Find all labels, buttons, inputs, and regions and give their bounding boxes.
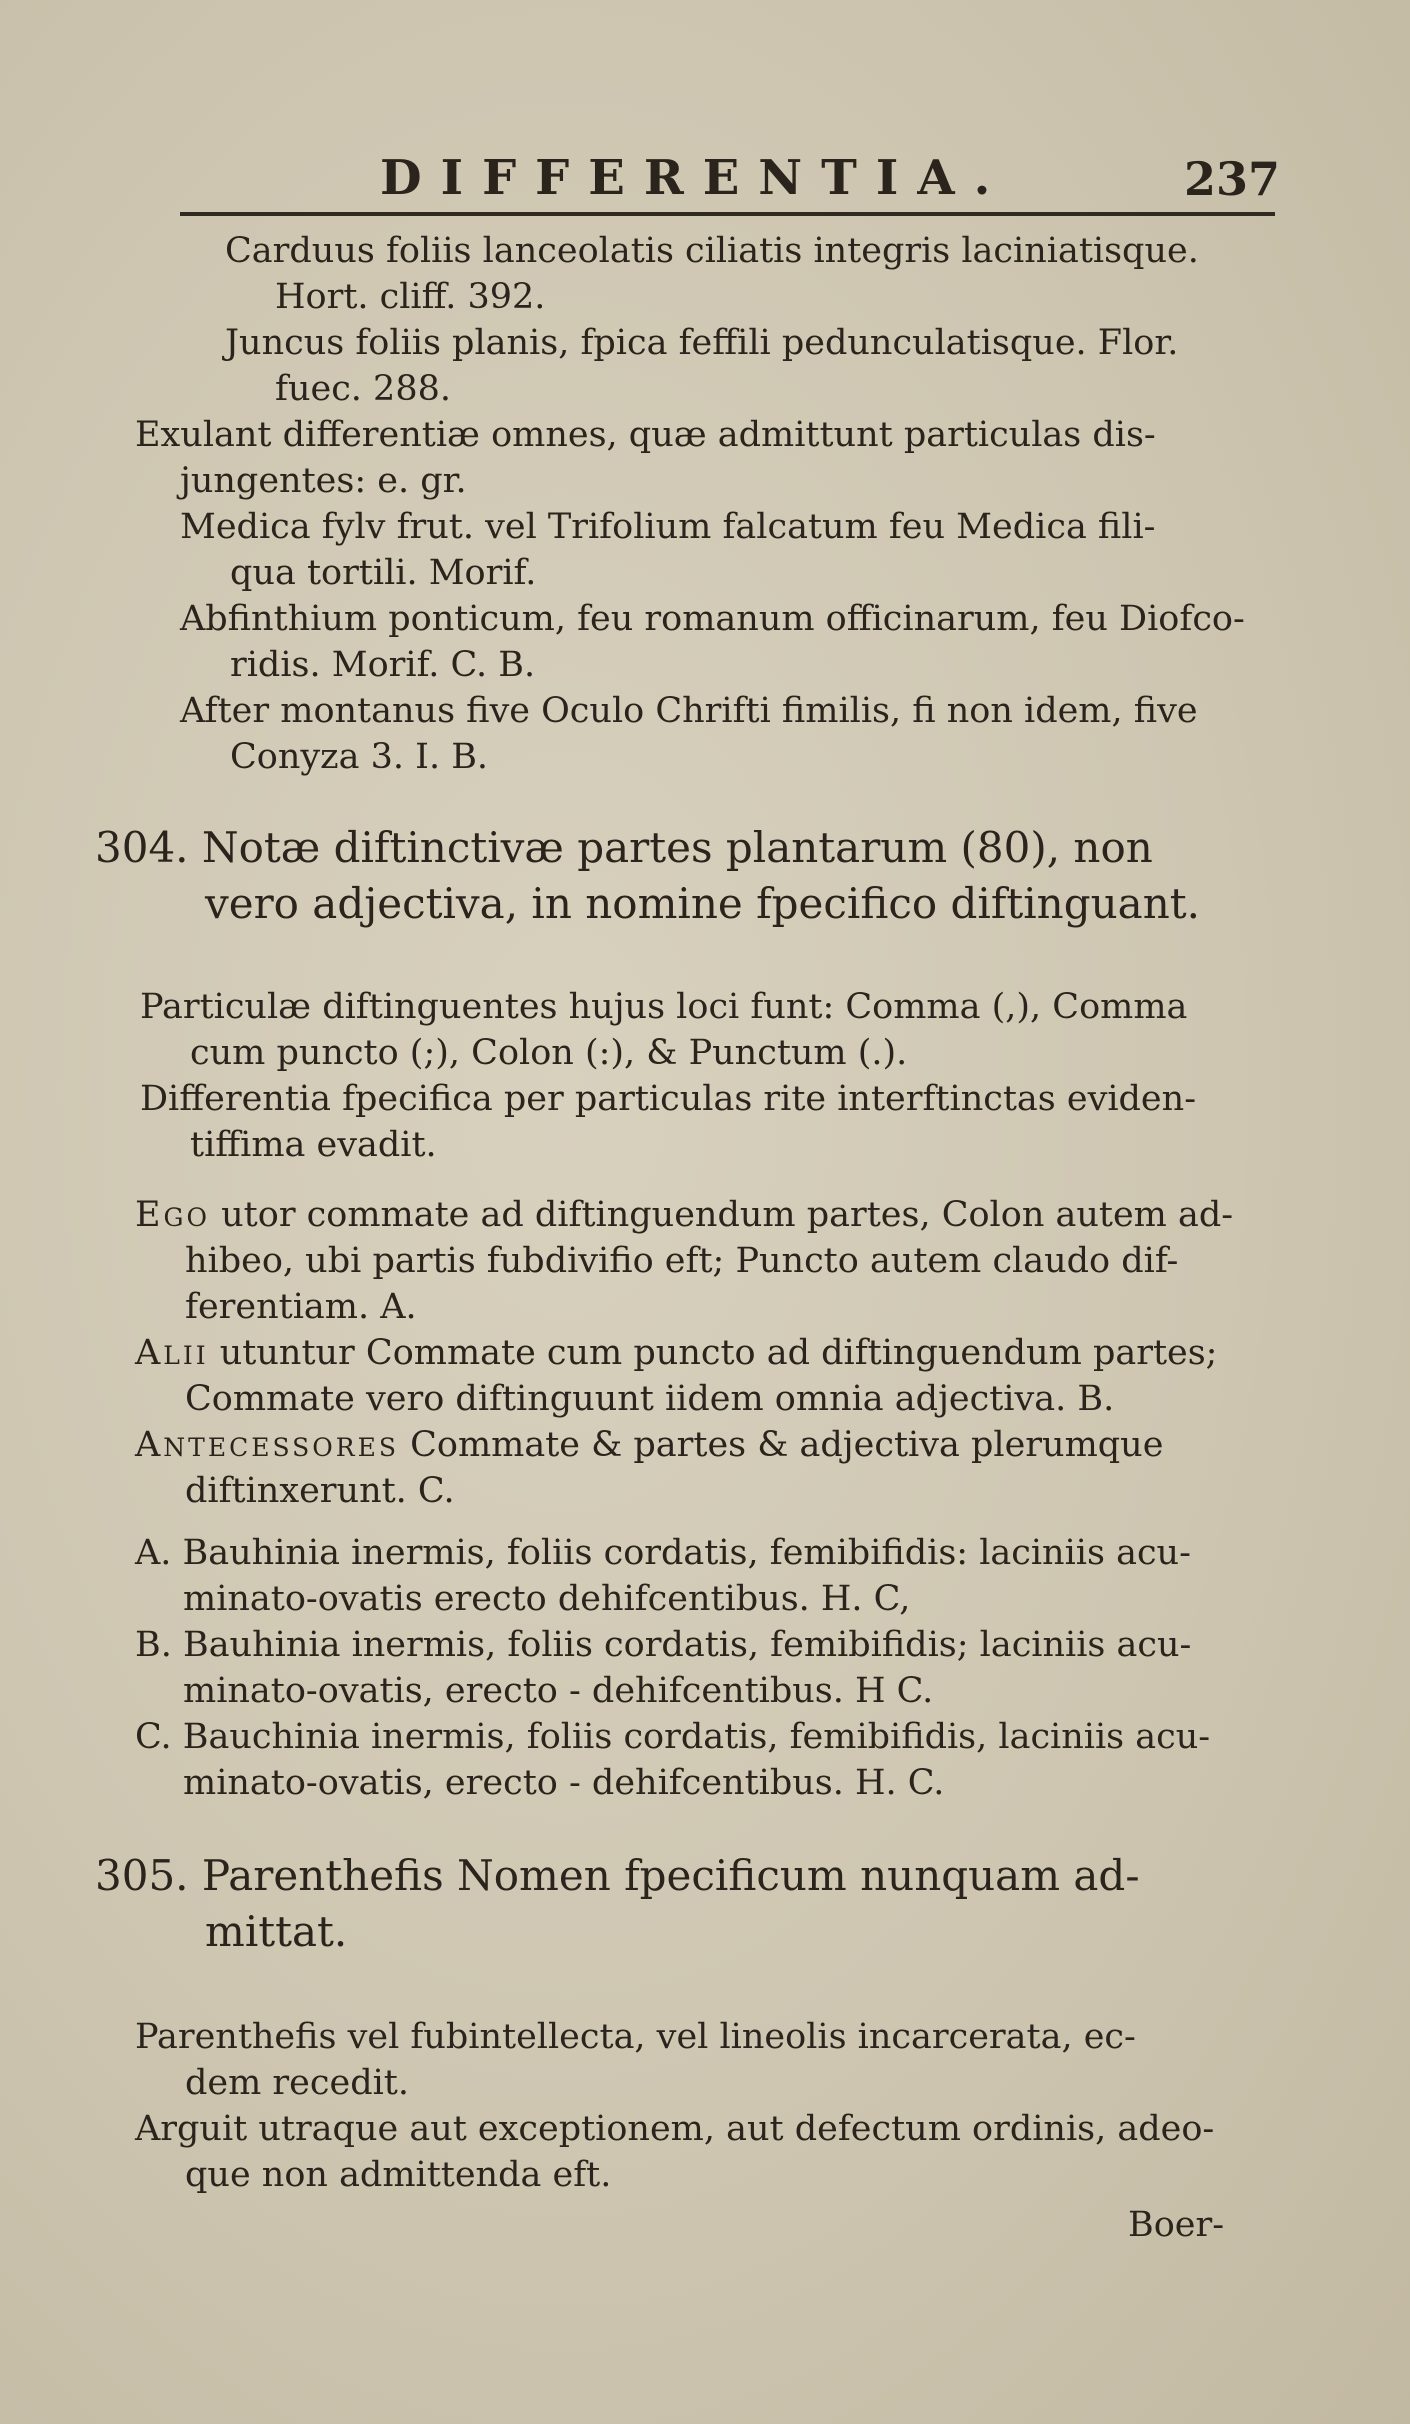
entry-exulant: Exulant differentiæ omnes, quæ admittunt particulas dis- jungentes: e. gr. (135, 415, 1156, 501)
section-number: 304. (95, 823, 189, 872)
page-number: 237 (1183, 152, 1280, 206)
example-a: A. Bauhinia inermis, foliis cordatis, femibifidis: laciniis acu- minato-ovatis erecto dehifcentibus. H. C, (135, 1533, 1191, 1619)
running-title: DIFFERENTIA. (380, 150, 1010, 206)
catchword: Boer- (1128, 2205, 1225, 2245)
entry-juncus: Juncus foliis planis, fpica feffili pedunculatisque. Flor. fuec. 288. (225, 323, 1179, 409)
entry-carduus: Carduus foliis lanceolatis ciliatis integris laciniatisque. Hort. cliff. 392. (225, 231, 1199, 317)
note-ego: Ego utor commate ad diftinguendum partes, Colon autem ad- hibeo, ubi partis fubdivifio eft; Puncto autem claudo dif- ferentiam. A. (135, 1195, 1234, 1327)
entry-medica: Medica fylv frut. vel Trifolium falcatum feu Medica fili- qua tortili. Morif. (180, 507, 1156, 593)
paragraph-parenthesis: Parenthefis vel fubintellecta, vel lineolis incarcerata, ec- dem recedit. (135, 2017, 1136, 2103)
section-number: 305. (95, 1851, 189, 1900)
paragraph-particulae: Particulæ diftinguentes hujus loci funt: Comma (,), Comma cum puncto (;), Colon (:), & Punctum (.). (140, 987, 1188, 1073)
entry-aster: After montanus five Oculo Chrifti fimilis, fi non idem, five Conyza 3. I. B. (180, 691, 1198, 777)
example-c: C. Bauchinia inermis, foliis cordatis, femibifidis, laciniis acu- minato-ovatis, erecto - dehifcentibus. H. C. (135, 1717, 1211, 1803)
note-alii: Alii utuntur Commate cum puncto ad diftinguendum partes; Commate vero diftinguunt iidem omnia adjectiva. B. (135, 1333, 1218, 1419)
header-rule (180, 212, 1275, 216)
example-b: B. Bauhinia inermis, foliis cordatis, femibifidis; laciniis acu- minato-ovatis, erecto - dehifcentibus. H C. (135, 1625, 1192, 1711)
note-antecessores: Antecessores Commate & partes & adjectiva plerumque diftinxerunt. C. (135, 1425, 1164, 1511)
paragraph-arguit: Arguit utraque aut exceptionem, aut defectum ordinis, adeo- que non admittenda eft. (135, 2109, 1215, 2195)
section-305-heading: 305. Parenthefis Nomen fpecificum nunquam ad- mittat. (95, 1851, 1140, 1956)
section-304-heading: 304. Notæ diftinctivæ partes plantarum (80), non vero adjectiva, in nomine fpecifico diftinguant. (95, 823, 1200, 928)
paragraph-differentia: Differentia fpecifica per particulas rite interftinctas eviden- tiffima evadit. (140, 1079, 1197, 1165)
page-header (360, 150, 1280, 210)
entry-absinthium: Abfinthium ponticum, feu romanum officinarum, feu Diofco- ridis. Morif. C. B. (180, 599, 1245, 685)
